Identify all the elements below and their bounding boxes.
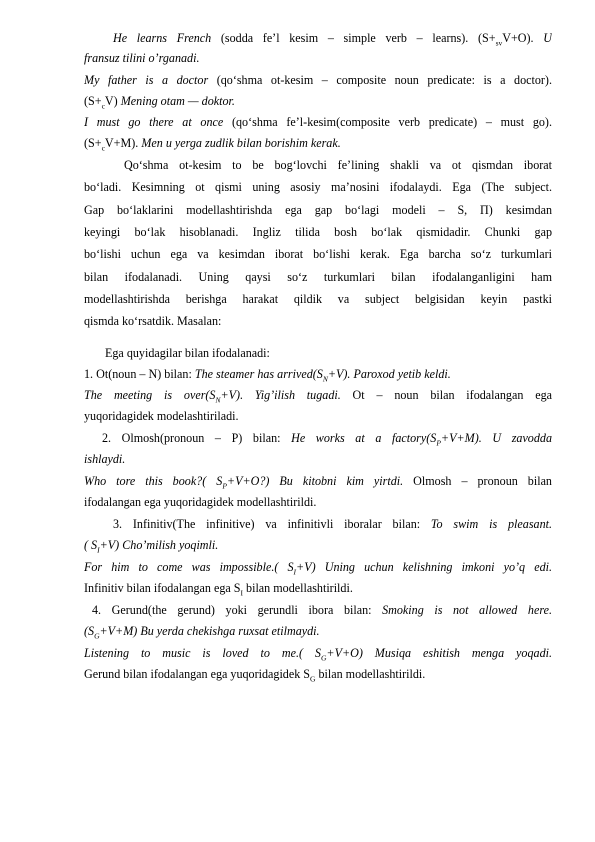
example-sentence: He works at a factory(S xyxy=(291,431,437,445)
explanation-text: Olmosh – pronoun bilan xyxy=(403,474,552,488)
example-sentence: For him to come was impossible.( S xyxy=(84,560,294,574)
example-sentence: He learns French xyxy=(113,31,212,45)
text-line xyxy=(84,624,552,643)
model-formula: (S+ xyxy=(84,94,102,108)
text-line xyxy=(84,474,552,493)
paragraph-line: keyingi bo‘lak hisoblanadi. Ingliz tilida bosh bo‘lak qismidadir. Chunki gap xyxy=(84,225,552,239)
example-sentence: The steamer has arrived(S xyxy=(194,367,323,381)
model-formula: V) xyxy=(104,94,121,108)
paragraph-line: qismda ko‘rsatdik. Masalan: xyxy=(84,314,222,328)
text-line xyxy=(84,667,552,686)
list-item-label: 1. Ot(noun – N) bilan: xyxy=(84,367,195,381)
example-sentence: To swim is pleasant. xyxy=(430,517,552,531)
explanation-text: (qo‘shma fe’l-kesim(composite verb predicate) – must go). xyxy=(223,115,552,129)
paragraph-line: modellashtirishda berishga harakat qildik va subject belgisidan keyin pastki xyxy=(84,292,552,306)
model-subscript: N xyxy=(215,395,221,405)
example-sentence: +V+O?) Bu kitobni kim yirtdi. xyxy=(226,474,404,488)
model-formula: (S+ xyxy=(84,136,102,150)
model-subscript: G xyxy=(94,631,100,641)
model-subscript: sv xyxy=(495,38,503,48)
list-item-label: 3. Infinitiv(The infinitive) va infinitivli iboralar bilan: xyxy=(113,517,431,531)
list-item-label: 4. Gerund(the gerund) yoki gerundli ibora bilan: xyxy=(92,603,383,617)
text-line xyxy=(84,115,552,130)
translation-text: Men u yerga zudlik bilan borishim kerak. xyxy=(141,136,341,150)
text-line xyxy=(84,388,552,407)
paragraph-line: Qo‘shma ot-kesim to be bog‘lovchi fe’lining shakli va ot qismdan iborat xyxy=(124,158,552,172)
section-intro: Ega quyidagilar bilan ifodalanadi: xyxy=(105,346,270,360)
model-formula: V+O). xyxy=(502,31,544,45)
explanation-text: (qo‘shma ot-kesim – composite noun predicate: is a doctor). xyxy=(208,73,552,87)
model-subscript: I xyxy=(240,588,244,598)
list-item xyxy=(84,431,552,450)
model-subscript: N xyxy=(322,374,328,384)
text-line xyxy=(84,31,552,50)
example-sentence: +V+O) Musiqa eshitish menga yoqadi. xyxy=(326,646,552,660)
example-sentence: +V). Paroxod yetib keldi. xyxy=(327,367,451,381)
text-line: yuqoridagidek modelashtiriladi. xyxy=(84,409,239,423)
text-line xyxy=(84,646,552,665)
text-line xyxy=(84,73,552,88)
text-line xyxy=(84,560,552,579)
example-sentence: Who tore this book?( S xyxy=(84,474,223,488)
example-sentence: My father is a doctor xyxy=(84,73,209,87)
model-subscript: I xyxy=(293,567,297,577)
explanation-text: bilan modellashtirildi. xyxy=(243,581,353,595)
text-line xyxy=(84,136,552,155)
explanation-text: Infinitiv bilan ifodalangan ega S xyxy=(84,581,241,595)
translation-text: ishlaydi. xyxy=(84,452,126,466)
translation-text: U xyxy=(543,31,552,45)
model-subscript: P xyxy=(222,481,227,491)
list-item xyxy=(84,517,552,532)
text-line xyxy=(84,94,552,113)
example-sentence: +V) Cho’milish yoqimli. xyxy=(99,538,219,552)
model-subscript: G xyxy=(310,674,316,684)
list-item xyxy=(84,603,552,618)
example-sentence: +V+M). U zavodda xyxy=(440,431,552,445)
example-sentence: I must go there at once xyxy=(84,115,224,129)
example-sentence: Smoking is not allowed here. xyxy=(382,603,552,617)
model-subscript: P xyxy=(436,438,441,448)
model-subscript: G xyxy=(320,653,327,663)
example-sentence: The meeting is over(S xyxy=(84,388,216,402)
text-line: ifodalangan ega yuqoridagidek modellashtirildi. xyxy=(84,495,317,509)
explanation-text: bilan modellashtirildi. xyxy=(315,667,426,681)
model-formula: (S xyxy=(84,624,95,638)
example-sentence: +V) Uning uchun kelishning imkoni yo’q edi. xyxy=(296,560,552,574)
model-subscript: c xyxy=(101,101,105,111)
model-formula: V+M). xyxy=(104,136,142,150)
list-item-label: 2. Olmosh(pronoun – P) bilan: xyxy=(102,431,292,445)
explanation-text: Gerund bilan ifodalangan ega yuqoridagidek S xyxy=(84,667,311,681)
paragraph-line: Gap bo‘laklarini modellashtirishda ega gap bo‘lagi modeli – S, П) kesimdan xyxy=(84,203,552,217)
model-formula: ( S xyxy=(84,538,98,552)
paragraph-line: bo‘ladi. Kesimning ot qismi uning asosiy ma’nosini ifodalaydi. Ega (The subject. xyxy=(84,180,552,194)
model-subscript: c xyxy=(101,143,105,153)
translation-text: Mening otam — doktor. xyxy=(120,94,235,108)
model-subscript: I xyxy=(97,545,100,555)
text-line xyxy=(84,538,552,557)
translation-text: fransuz tilini o’rganadi. xyxy=(84,51,200,65)
explanation-text: Ot – noun bilan ifodalangan ega xyxy=(340,388,552,402)
list-item xyxy=(84,367,552,386)
example-sentence: Listening to music is loved to me.( S xyxy=(84,646,321,660)
example-sentence: +V+M) Bu yerda chekishga ruxsat etilmaydi. xyxy=(99,624,320,638)
example-sentence: +V). Yig’ilish tugadi. xyxy=(220,388,341,402)
paragraph-line: bo‘lishi uchun ega va kesimdan iborat bo‘lishi kerak. Ega barcha so‘z turkumlari xyxy=(84,247,552,261)
explanation-text: (sodda fe’l kesim – simple verb – learns). (S+ xyxy=(211,31,496,45)
paragraph-line: bilan ifodalanadi. Uning qaysi so‘z turkumlari bilan ifodalanganligini ham xyxy=(84,270,552,284)
text-line xyxy=(84,581,552,600)
